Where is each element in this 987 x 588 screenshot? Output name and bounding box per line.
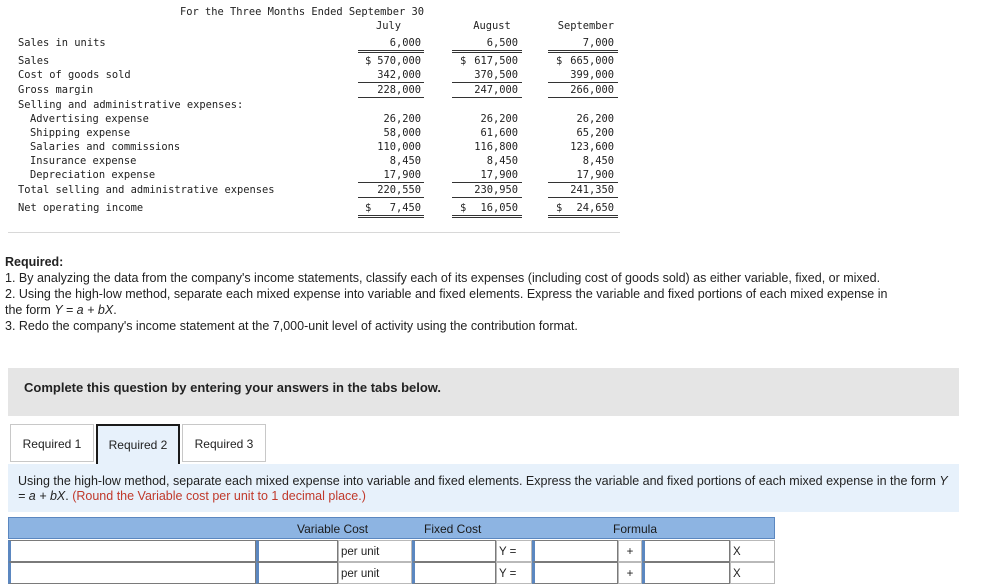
instruction-banner: Complete this question by entering your answers in the tabs below. — [8, 368, 959, 416]
currency-symbol: $ — [460, 55, 467, 67]
net-income-july: 7,450 — [389, 202, 421, 214]
row-label-salaries: Salaries and commissions — [30, 141, 181, 153]
underline — [452, 97, 522, 98]
salaries-july: 110,000 — [377, 141, 421, 153]
gross-margin-july: 228,000 — [377, 84, 421, 96]
gross-margin-september: 266,000 — [570, 84, 614, 96]
plus-label: + — [618, 562, 642, 584]
underline — [452, 52, 522, 53]
underline — [548, 197, 618, 198]
underline — [358, 197, 424, 198]
tab-required-2[interactable]: Required 2 — [96, 424, 180, 466]
per-unit-label: per unit — [338, 540, 412, 562]
formula-a-input[interactable] — [532, 562, 618, 584]
income-statement — [8, 0, 620, 233]
total-sga-august: 230,950 — [474, 184, 518, 196]
currency-symbol: $ — [556, 55, 563, 67]
plus-label: + — [618, 540, 642, 562]
insurance-august: 8,450 — [486, 155, 518, 167]
header-variable-cost: Variable Cost — [297, 522, 369, 536]
per-unit-label: per unit — [338, 562, 412, 584]
shipping-september: 65,200 — [576, 127, 614, 139]
advertising-july: 26,200 — [383, 113, 421, 125]
net-income-august: 16,050 — [480, 202, 518, 214]
currency-symbol: $ — [556, 202, 563, 214]
total-sga-september: 241,350 — [570, 184, 614, 196]
month-header-august: August — [473, 20, 511, 32]
underline — [452, 217, 522, 218]
required-item-2-end: . — [113, 303, 117, 317]
shipping-july: 58,000 — [383, 127, 421, 139]
header-formula: Formula — [613, 522, 658, 536]
fixed-cost-input[interactable] — [412, 562, 496, 584]
times-x-label: X — [730, 562, 775, 584]
required-item-3: 3. Redo the company's income statement at the 7,000-unit level of activity using the contribution format. — [5, 319, 578, 333]
panel-text-end: . — [65, 489, 73, 503]
row-label-insurance: Insurance expense — [30, 155, 137, 167]
underline — [358, 82, 424, 83]
header-fixed-cost: Fixed Cost — [424, 522, 482, 536]
formula-b-input[interactable] — [642, 540, 730, 562]
row-label-shipping: Shipping expense — [30, 127, 131, 139]
tab-required-1[interactable]: Required 1 — [10, 424, 94, 462]
required-item-1: 1. By analyzing the data from the company's income statements, classify each of its expenses (including cost of goods sold) as either variable, fixed, or mixed. — [5, 271, 881, 285]
formula-a-input[interactable] — [532, 540, 618, 562]
units-august: 6,500 — [486, 37, 518, 49]
underline — [358, 217, 424, 218]
net-income-september: 24,650 — [576, 202, 614, 214]
underline — [358, 50, 424, 51]
depreciation-september: 17,900 — [576, 169, 614, 181]
period-title: For the Three Months Ended September 30 — [180, 6, 424, 18]
cogs-september: 399,000 — [570, 69, 614, 81]
underline — [548, 217, 618, 218]
cogs-july: 342,000 — [377, 69, 421, 81]
salaries-september: 123,600 — [570, 141, 614, 153]
instruction-panel — [8, 464, 959, 512]
sales-july: 570,000 — [377, 55, 421, 67]
grid-header — [8, 517, 775, 539]
answer-grid — [8, 517, 775, 585]
advertising-august: 26,200 — [480, 113, 518, 125]
times-x-label: X — [730, 540, 775, 562]
required-item-2 — [5, 286, 905, 318]
required-section — [5, 254, 905, 334]
underline — [548, 182, 618, 183]
underline — [358, 182, 424, 183]
units-september: 7,000 — [582, 37, 614, 49]
shipping-august: 61,600 — [480, 127, 518, 139]
advertising-september: 26,200 — [576, 113, 614, 125]
underline — [548, 97, 618, 98]
panel-text: Using the high-low method, separate each mixed expense into variable and fixed elements. Express the variable and fixed portions of each mixed expense in the form — [18, 474, 940, 488]
required-item-2-text: 2. Using the high-low method, separate each mixed expense into variable and fixed elements. Express the variable and fixed portions of each mixed expense in the form — [5, 287, 888, 317]
underline — [452, 82, 522, 83]
underline — [452, 50, 522, 51]
depreciation-august: 17,900 — [480, 169, 518, 181]
currency-symbol: $ — [460, 202, 467, 214]
row-label-depreciation: Depreciation expense — [30, 169, 156, 181]
currency-symbol: $ — [365, 55, 372, 67]
fixed-cost-input[interactable] — [412, 540, 496, 562]
month-header-july: July — [375, 20, 401, 32]
expense-select[interactable] — [8, 540, 256, 562]
y-equals-label: Y = — [496, 540, 532, 562]
underline — [452, 197, 522, 198]
sales-august: 617,500 — [474, 55, 518, 67]
underline — [358, 215, 424, 216]
underline — [548, 215, 618, 216]
answer-row — [8, 540, 775, 562]
month-header-september: September — [557, 20, 614, 32]
tab-required-3[interactable]: Required 3 — [182, 424, 266, 462]
underline — [358, 52, 424, 53]
insurance-september: 8,450 — [582, 155, 614, 167]
underline — [358, 97, 424, 98]
rounding-note: (Round the Variable cost per unit to 1 decimal place.) — [72, 489, 366, 503]
row-label-total-sga: Total selling and administrative expenses — [18, 184, 275, 196]
row-label-sales: Sales — [18, 55, 50, 67]
underline — [548, 82, 618, 83]
panel-formula: Y = a + bX — [18, 474, 948, 503]
units-july: 6,000 — [389, 37, 421, 49]
row-label-sga-header: Selling and administrative expenses: — [18, 99, 244, 111]
sales-september: 665,000 — [570, 55, 614, 67]
insurance-july: 8,450 — [389, 155, 421, 167]
required-title: Required: — [5, 255, 64, 269]
currency-symbol: $ — [365, 202, 372, 214]
formula-b-input[interactable] — [642, 562, 730, 584]
underline — [548, 50, 618, 51]
formula-text: Y = a + bX — [54, 303, 114, 317]
variable-cost-input[interactable] — [256, 540, 338, 562]
variable-cost-input[interactable] — [256, 562, 338, 584]
salaries-august: 116,800 — [474, 141, 518, 153]
depreciation-july: 17,900 — [383, 169, 421, 181]
underline — [548, 52, 618, 53]
row-label-units: Sales in units — [18, 37, 106, 49]
cogs-august: 370,500 — [474, 69, 518, 81]
row-label-cogs: Cost of goods sold — [18, 69, 131, 81]
gross-margin-august: 247,000 — [474, 84, 518, 96]
expense-select[interactable] — [8, 562, 256, 584]
total-sga-july: 220,550 — [377, 184, 421, 196]
row-label-gross-margin: Gross margin — [18, 84, 94, 96]
underline — [452, 215, 522, 216]
underline — [452, 182, 522, 183]
row-label-net-income: Net operating income — [18, 202, 144, 214]
answer-row — [8, 562, 775, 584]
row-label-advertising: Advertising expense — [30, 113, 149, 125]
y-equals-label: Y = — [496, 562, 532, 584]
